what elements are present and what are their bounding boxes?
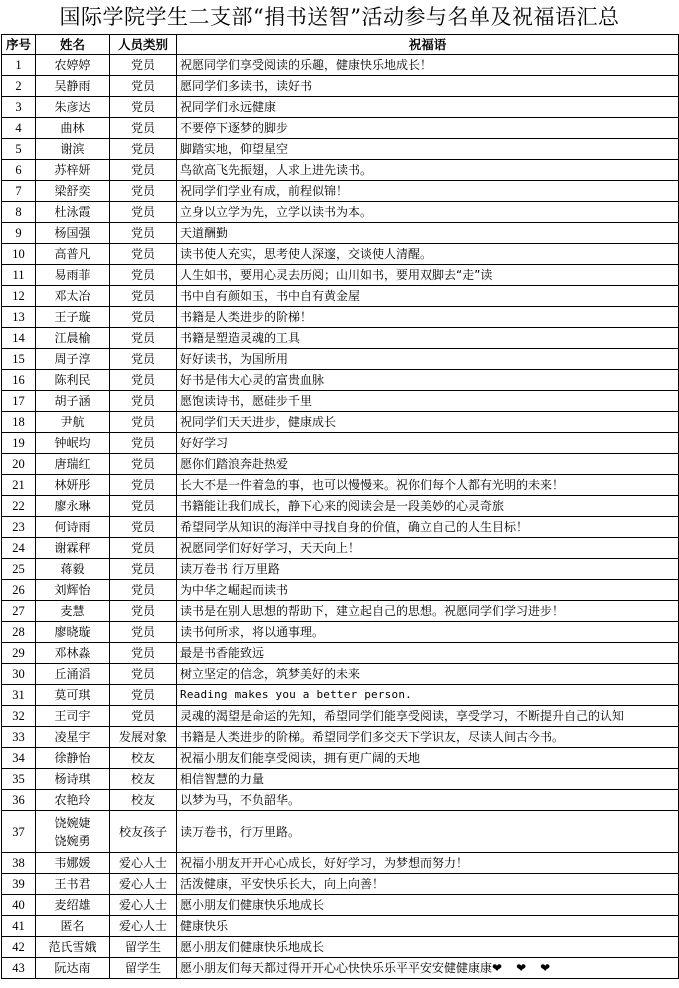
table-row bbox=[2, 769, 679, 790]
cell-name: 苏梓妍 bbox=[36, 160, 110, 181]
cell-name: 钟岷均 bbox=[36, 433, 110, 454]
cell-message bbox=[177, 139, 679, 160]
message-text: 最是书香能致远 bbox=[180, 646, 265, 660]
cell-type: 党员 bbox=[110, 307, 177, 328]
cell-name: 林妍彤 bbox=[36, 475, 110, 496]
cell-name: 韦娜媛 bbox=[36, 853, 110, 874]
cell-type: 党员 bbox=[110, 55, 177, 76]
message-text: 读书何所求，将以通事理。 bbox=[180, 625, 325, 639]
cell-type: 党员 bbox=[110, 664, 177, 685]
cell-name: 麦绍雄 bbox=[36, 895, 110, 916]
message-text: 灵魂的渴望是命运的先知，希望同学们能享受阅读，享受学习，不断提升自己的认知 bbox=[180, 709, 625, 723]
cell-seq: 6 bbox=[2, 160, 36, 181]
cell-type: 党员 bbox=[110, 328, 177, 349]
table-row bbox=[2, 517, 679, 538]
cell-type: 党员 bbox=[110, 601, 177, 622]
cell-seq: 43 bbox=[2, 958, 36, 979]
cell-type: 爱心人士 bbox=[110, 895, 177, 916]
cell-seq: 32 bbox=[2, 706, 36, 727]
table-row bbox=[2, 244, 679, 265]
cell-name: 高普凡 bbox=[36, 244, 110, 265]
cell-message bbox=[177, 433, 679, 454]
table-row bbox=[2, 202, 679, 223]
cell-name: 范氏雪娥 bbox=[36, 937, 110, 958]
cell-name: 王书君 bbox=[36, 874, 110, 895]
table-row bbox=[2, 391, 679, 412]
cell-type: 留学生 bbox=[110, 937, 177, 958]
table-row bbox=[2, 370, 679, 391]
table-body bbox=[2, 55, 679, 979]
message-text: 祝同学们永远健康 bbox=[180, 100, 277, 114]
cell-seq: 20 bbox=[2, 454, 36, 475]
table-row bbox=[2, 685, 679, 706]
cell-name: 朱彦达 bbox=[36, 97, 110, 118]
cell-seq: 2 bbox=[2, 76, 36, 97]
cell-name: 王司宇 bbox=[36, 706, 110, 727]
cell-name: 曲林 bbox=[36, 118, 110, 139]
table-row bbox=[2, 181, 679, 202]
table-row bbox=[2, 748, 679, 769]
cell-seq: 38 bbox=[2, 853, 36, 874]
spreadsheet bbox=[1, 0, 678, 979]
table-row bbox=[2, 895, 679, 916]
table-row bbox=[2, 412, 679, 433]
cell-message bbox=[177, 265, 679, 286]
cell-seq: 7 bbox=[2, 181, 36, 202]
cell-seq: 24 bbox=[2, 538, 36, 559]
cell-name: 梁舒奕 bbox=[36, 181, 110, 202]
participant-table bbox=[1, 34, 679, 979]
cell-type: 党员 bbox=[110, 286, 177, 307]
cell-message bbox=[177, 307, 679, 328]
cell-name-line: 饶婉婕 bbox=[54, 815, 91, 830]
message-text: 好好学习 bbox=[180, 436, 229, 450]
cell-name: 阮达南 bbox=[36, 958, 110, 979]
cell-message bbox=[177, 160, 679, 181]
message-text: 读万卷书，行万里路。 bbox=[180, 824, 301, 839]
table-row bbox=[2, 958, 679, 979]
cell-message bbox=[177, 643, 679, 664]
table-row bbox=[2, 223, 679, 244]
message-text: 书籍是人类进步的阶梯！ bbox=[180, 310, 313, 324]
message-text: 希望同学从知识的海洋中寻找自身的价值，确立自己的人生目标！ bbox=[180, 520, 529, 534]
cell-type: 党员 bbox=[110, 412, 177, 433]
cell-message bbox=[177, 916, 679, 937]
cell-seq: 4 bbox=[2, 118, 36, 139]
message-text: 读书使人充实，思考使人深邃，交谈使人清醒。 bbox=[180, 247, 433, 261]
table-row bbox=[2, 139, 679, 160]
cell-seq: 42 bbox=[2, 937, 36, 958]
table-row bbox=[2, 286, 679, 307]
cell-message bbox=[177, 685, 679, 706]
table-row bbox=[2, 349, 679, 370]
cell-type: 爱心人士 bbox=[110, 874, 177, 895]
table-row bbox=[2, 916, 679, 937]
message-text: 书中自有颜如玉，书中自有黄金屋 bbox=[180, 289, 361, 303]
cell-type: 校友 bbox=[110, 790, 177, 811]
cell-type: 党员 bbox=[110, 391, 177, 412]
header-row bbox=[2, 35, 679, 55]
cell-type: 爱心人士 bbox=[110, 916, 177, 937]
cell-seq: 22 bbox=[2, 496, 36, 517]
cell-name: 莫可琪 bbox=[36, 685, 110, 706]
table-row bbox=[2, 538, 679, 559]
table-row bbox=[2, 727, 679, 748]
cell-type: 党员 bbox=[110, 97, 177, 118]
cell-type: 党员 bbox=[110, 265, 177, 286]
table-row bbox=[2, 559, 679, 580]
table-row bbox=[2, 328, 679, 349]
cell-name: 麦慧 bbox=[36, 601, 110, 622]
cell-message bbox=[177, 706, 679, 727]
cell-message bbox=[177, 349, 679, 370]
table-row bbox=[2, 580, 679, 601]
table-row bbox=[2, 874, 679, 895]
cell-seq: 18 bbox=[2, 412, 36, 433]
message-text: 相信智慧的力量 bbox=[180, 772, 265, 786]
cell-name: 丘涌滔 bbox=[36, 664, 110, 685]
header-type: 人员类别 bbox=[110, 35, 177, 55]
cell-seq: 1 bbox=[2, 55, 36, 76]
cell-name: 徐静怡 bbox=[36, 748, 110, 769]
cell-name: 胡子涵 bbox=[36, 391, 110, 412]
message-text: 书籍能让我们成长，静下心来的阅读会是一段美妙的心灵奇旅 bbox=[180, 499, 505, 513]
message-text: 脚踏实地，仰望星空 bbox=[180, 142, 289, 156]
message-text: 人生如书，要用心灵去历阅；山川如书，要用双脚去“走”读 bbox=[180, 268, 493, 282]
cell-seq: 8 bbox=[2, 202, 36, 223]
cell-name: 王子璇 bbox=[36, 307, 110, 328]
message-text: 祝同学们学业有成，前程似锦！ bbox=[180, 184, 349, 198]
cell-message bbox=[177, 853, 679, 874]
cell-name: 廖晓璇 bbox=[36, 622, 110, 643]
table-row bbox=[2, 76, 679, 97]
cell-message bbox=[177, 244, 679, 265]
cell-type: 党员 bbox=[110, 685, 177, 706]
cell-message bbox=[177, 538, 679, 559]
cell-message bbox=[177, 370, 679, 391]
cell-message bbox=[177, 475, 679, 496]
message-text: 祝同学们天天进步，健康成长 bbox=[180, 415, 337, 429]
cell-message bbox=[177, 874, 679, 895]
cell-type: 发展对象 bbox=[110, 727, 177, 748]
cell-message bbox=[177, 286, 679, 307]
message-text: 鸟欲高飞先振翅，人求上进先读书。 bbox=[180, 163, 373, 177]
cell-seq: 29 bbox=[2, 643, 36, 664]
cell-seq: 40 bbox=[2, 895, 36, 916]
cell-name: 杜泳霞 bbox=[36, 202, 110, 223]
cell-seq: 30 bbox=[2, 664, 36, 685]
cell-type: 党员 bbox=[110, 517, 177, 538]
cell-type: 党员 bbox=[110, 370, 177, 391]
table-row bbox=[2, 601, 679, 622]
message-text: 祝福小朋友们能享受阅读，拥有更广阔的天地 bbox=[180, 751, 421, 765]
cell-message bbox=[177, 55, 679, 76]
message-text: 愿小朋友们健康快乐地成长 bbox=[180, 898, 325, 912]
message-text: 立身以立学为先，立学以读书为本。 bbox=[180, 205, 373, 219]
table-row bbox=[2, 454, 679, 475]
page-title: 国际学院学生二支部“捐书送智”活动参与名单及祝福语汇总 bbox=[59, 5, 620, 29]
cell-name: 凌星宇 bbox=[36, 727, 110, 748]
cell-name: 杨诗琪 bbox=[36, 769, 110, 790]
message-text: 祝福小朋友开开心心成长，好好学习，为梦想而努力！ bbox=[180, 856, 469, 870]
cell-seq: 12 bbox=[2, 286, 36, 307]
cell-type: 校友孩子 bbox=[110, 811, 177, 853]
message-text: 为中华之崛起而读书 bbox=[180, 583, 289, 597]
cell-seq: 33 bbox=[2, 727, 36, 748]
cell-seq: 21 bbox=[2, 475, 36, 496]
cell-type: 党员 bbox=[110, 433, 177, 454]
message-text: 愿同学们多读书，读好书 bbox=[180, 79, 313, 93]
cell-seq: 16 bbox=[2, 370, 36, 391]
cell-type: 校友 bbox=[110, 748, 177, 769]
table-row bbox=[2, 622, 679, 643]
cell-seq: 19 bbox=[2, 433, 36, 454]
table-row bbox=[2, 496, 679, 517]
cell-message bbox=[177, 895, 679, 916]
cell-seq: 39 bbox=[2, 874, 36, 895]
table-row bbox=[2, 664, 679, 685]
message-text: 愿你们踏浪奔赴热爱 bbox=[180, 457, 289, 471]
message-text: 健康快乐 bbox=[180, 919, 229, 933]
cell-type: 党员 bbox=[110, 622, 177, 643]
cell-name: 邓太冶 bbox=[36, 286, 110, 307]
cell-seq: 28 bbox=[2, 622, 36, 643]
cell-message bbox=[177, 391, 679, 412]
table-row bbox=[2, 265, 679, 286]
message-text: 天道酬勤 bbox=[180, 226, 229, 240]
message-text: 读万卷书 行万里路 bbox=[180, 562, 280, 576]
cell-seq: 5 bbox=[2, 139, 36, 160]
message-text: 愿小朋友们健康快乐地成长 bbox=[180, 940, 325, 954]
cell-name: 廖永琳 bbox=[36, 496, 110, 517]
cell-message bbox=[177, 97, 679, 118]
cell-seq: 15 bbox=[2, 349, 36, 370]
cell-message bbox=[177, 454, 679, 475]
cell-seq: 41 bbox=[2, 916, 36, 937]
cell-message bbox=[177, 958, 679, 979]
cell-type: 党员 bbox=[110, 580, 177, 601]
cell-type: 党员 bbox=[110, 118, 177, 139]
cell-seq: 17 bbox=[2, 391, 36, 412]
cell-type: 校友 bbox=[110, 769, 177, 790]
cell-type: 党员 bbox=[110, 496, 177, 517]
cell-name-line: 饶婉勇 bbox=[54, 833, 91, 848]
cell-seq: 37 bbox=[2, 811, 36, 853]
cell-name: 江晨榆 bbox=[36, 328, 110, 349]
cell-message bbox=[177, 76, 679, 97]
message-text: 读书是在别人思想的帮助下，建立起自己的思想。祝愿同学们学习进步！ bbox=[180, 604, 565, 618]
message-text: 愿饱读诗书，愿硅步千里 bbox=[180, 394, 313, 408]
message-text: 活泼健康，平安快乐长大，向上向善！ bbox=[180, 877, 385, 891]
cell-name: 匿名 bbox=[36, 916, 110, 937]
cell-name: 邓林淼 bbox=[36, 643, 110, 664]
cell-seq: 3 bbox=[2, 97, 36, 118]
message-text: 好书是伟大心灵的富贵血脉 bbox=[180, 373, 325, 387]
table-row bbox=[2, 790, 679, 811]
table-row bbox=[2, 475, 679, 496]
cell-seq: 11 bbox=[2, 265, 36, 286]
cell-seq: 14 bbox=[2, 328, 36, 349]
table-row bbox=[2, 643, 679, 664]
cell-message bbox=[177, 202, 679, 223]
cell-name: 周子淳 bbox=[36, 349, 110, 370]
cell-message bbox=[177, 118, 679, 139]
cell-message bbox=[177, 937, 679, 958]
cell-message bbox=[177, 811, 679, 853]
message-text: 愿小朋友们每天都过得开开心心快快乐乐平平安安健健康康 bbox=[180, 961, 493, 975]
cell-type: 党员 bbox=[110, 454, 177, 475]
cell-name: 农婷婷 bbox=[36, 55, 110, 76]
message-text: Reading makes you a better person. bbox=[180, 688, 412, 701]
table-row bbox=[2, 937, 679, 958]
cell-name: 谢霖秤 bbox=[36, 538, 110, 559]
cell-message bbox=[177, 601, 679, 622]
message-text: 书籍是塑造灵魂的工具 bbox=[180, 331, 301, 345]
message-text: 以梦为马，不负韶华。 bbox=[180, 793, 301, 807]
cell-type: 党员 bbox=[110, 76, 177, 97]
table-row bbox=[2, 853, 679, 874]
header-seq: 序号 bbox=[2, 35, 36, 55]
cell-seq: 25 bbox=[2, 559, 36, 580]
message-text: 祝愿同学们好好学习，天天向上！ bbox=[180, 541, 361, 555]
cell-message bbox=[177, 790, 679, 811]
cell-seq: 31 bbox=[2, 685, 36, 706]
cell-type: 留学生 bbox=[110, 958, 177, 979]
heart-icon: ❤❤❤ bbox=[492, 961, 565, 975]
cell-name bbox=[36, 811, 110, 853]
cell-seq: 10 bbox=[2, 244, 36, 265]
cell-name: 尹航 bbox=[36, 412, 110, 433]
cell-type: 党员 bbox=[110, 160, 177, 181]
cell-message bbox=[177, 181, 679, 202]
cell-message bbox=[177, 517, 679, 538]
cell-name: 何诗雨 bbox=[36, 517, 110, 538]
cell-type: 爱心人士 bbox=[110, 853, 177, 874]
table-row bbox=[2, 160, 679, 181]
cell-type: 党员 bbox=[110, 139, 177, 160]
cell-message bbox=[177, 580, 679, 601]
cell-message bbox=[177, 727, 679, 748]
message-text: 长大不是一件着急的事，也可以慢慢来。祝你们每个人都有光明的未来！ bbox=[180, 478, 565, 492]
cell-message bbox=[177, 559, 679, 580]
cell-type: 党员 bbox=[110, 202, 177, 223]
cell-seq: 13 bbox=[2, 307, 36, 328]
cell-seq: 27 bbox=[2, 601, 36, 622]
cell-type: 党员 bbox=[110, 643, 177, 664]
table-row bbox=[2, 811, 679, 853]
cell-type: 党员 bbox=[110, 223, 177, 244]
table-row bbox=[2, 706, 679, 727]
cell-type: 党员 bbox=[110, 706, 177, 727]
cell-message bbox=[177, 496, 679, 517]
message-text: 不要停下逐梦的脚步 bbox=[180, 121, 289, 135]
cell-name: 谢滨 bbox=[36, 139, 110, 160]
cell-type: 党员 bbox=[110, 559, 177, 580]
header-name: 姓名 bbox=[36, 35, 110, 55]
cell-message bbox=[177, 622, 679, 643]
cell-seq: 36 bbox=[2, 790, 36, 811]
cell-type: 党员 bbox=[110, 244, 177, 265]
cell-name: 蒋毅 bbox=[36, 559, 110, 580]
table-row bbox=[2, 433, 679, 454]
table-row bbox=[2, 307, 679, 328]
table-row bbox=[2, 97, 679, 118]
cell-type: 党员 bbox=[110, 538, 177, 559]
cell-type: 党员 bbox=[110, 475, 177, 496]
cell-message bbox=[177, 328, 679, 349]
cell-seq: 9 bbox=[2, 223, 36, 244]
cell-type: 党员 bbox=[110, 181, 177, 202]
cell-message bbox=[177, 412, 679, 433]
cell-name: 吴静雨 bbox=[36, 76, 110, 97]
cell-seq: 26 bbox=[2, 580, 36, 601]
table-row bbox=[2, 118, 679, 139]
cell-seq: 23 bbox=[2, 517, 36, 538]
cell-message bbox=[177, 769, 679, 790]
cell-message bbox=[177, 664, 679, 685]
cell-name: 易雨菲 bbox=[36, 265, 110, 286]
message-text: 好好读书，为国所用 bbox=[180, 352, 289, 366]
cell-message bbox=[177, 748, 679, 769]
cell-name: 唐瑞红 bbox=[36, 454, 110, 475]
cell-seq: 35 bbox=[2, 769, 36, 790]
message-text: 书籍是人类进步的阶梯。希望同学们多交天下学识友，尽读人间古今书。 bbox=[180, 730, 565, 744]
cell-type: 党员 bbox=[110, 349, 177, 370]
message-text: 祝愿同学们享受阅读的乐趣，健康快乐地成长！ bbox=[180, 58, 433, 72]
cell-name: 杨国强 bbox=[36, 223, 110, 244]
message-text: 树立坚定的信念，筑梦美好的未来 bbox=[180, 667, 361, 681]
cell-name: 陈利民 bbox=[36, 370, 110, 391]
cell-name: 刘辉怡 bbox=[36, 580, 110, 601]
table-row bbox=[2, 55, 679, 76]
header-message: 祝福语 bbox=[177, 35, 679, 55]
cell-message bbox=[177, 223, 679, 244]
cell-seq: 34 bbox=[2, 748, 36, 769]
cell-name: 农艳玲 bbox=[36, 790, 110, 811]
